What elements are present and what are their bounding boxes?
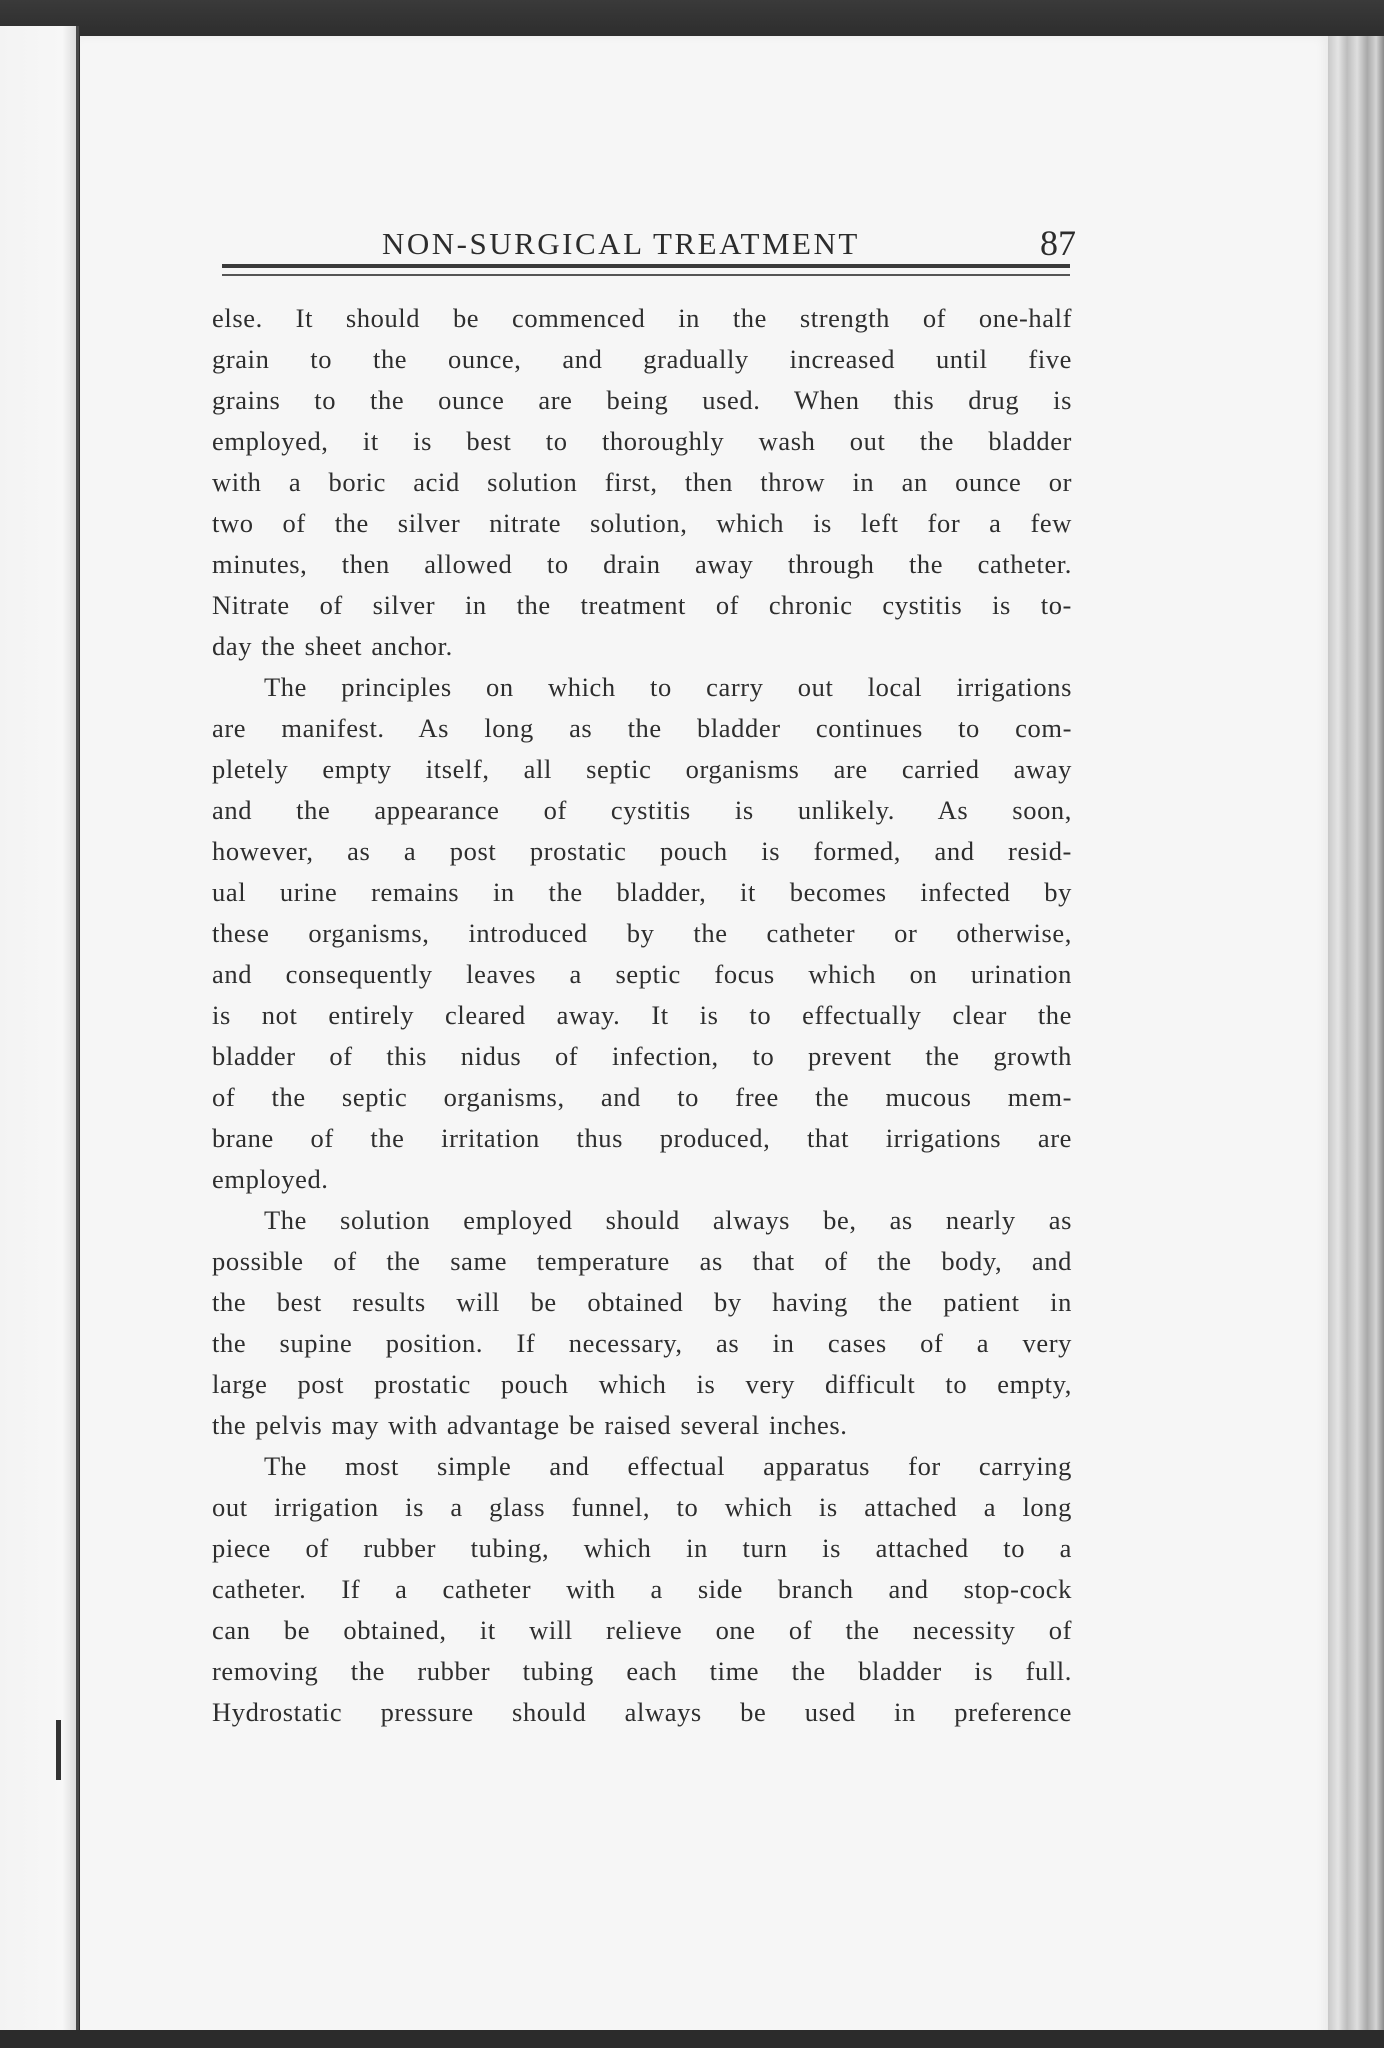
text-line: employed. xyxy=(212,1164,329,1194)
text-line: removing the rubber tubing each time the bladder is full. xyxy=(212,1656,1072,1686)
text-line: is not entirely cleared away. It is to effectually clear the xyxy=(212,1000,1072,1030)
text-line: of the septic organisms, and to free the mucous mem- xyxy=(212,1082,1072,1112)
text-line: The solution employed should always be, as nearly as xyxy=(264,1205,1072,1235)
text-line: and the appearance of cystitis is unlikely. As soon, xyxy=(212,795,1072,825)
text-line: piece of rubber tubing, which in turn is attached to a xyxy=(212,1533,1072,1563)
text-line: minutes, then allowed to drain away through the catheter. xyxy=(212,549,1072,579)
text-line: catheter. If a catheter with a side branch and stop-cock xyxy=(212,1574,1072,1604)
header-rule-thick xyxy=(222,264,1070,268)
scan-bottom-edge xyxy=(0,2030,1384,2048)
text-line: The principles on which to carry out local irrigations xyxy=(264,672,1072,702)
paragraph xyxy=(212,1200,1072,1446)
text-line: The most simple and effectual apparatus for carrying xyxy=(264,1451,1072,1481)
gutter-shadow xyxy=(76,26,79,2048)
text-line: grain to the ounce, and gradually increased until five xyxy=(212,344,1072,374)
page-stack-edge xyxy=(1328,36,1384,2048)
text-line: employed, it is best to thoroughly wash out the bladder xyxy=(212,426,1072,456)
text-line: out irrigation is a glass funnel, to which is attached a long xyxy=(212,1492,1072,1522)
body-text xyxy=(212,298,1072,1733)
text-line: two of the silver nitrate solution, which is left for a few xyxy=(212,508,1072,538)
header-rule-thin xyxy=(222,274,1070,276)
text-line: and consequently leaves a septic focus which on urination xyxy=(212,959,1072,989)
text-line: pletely empty itself, all septic organisms are carried away xyxy=(212,754,1072,784)
text-line: these organisms, introduced by the catheter or otherwise, xyxy=(212,918,1072,948)
text-line: the pelvis may with advantage be raised several inches. xyxy=(212,1410,848,1440)
text-line: brane of the irritation thus produced, that irrigations are xyxy=(212,1123,1072,1153)
text-line: are manifest. As long as the bladder continues to com- xyxy=(212,713,1072,743)
text-line: Nitrate of silver in the treatment of chronic cystitis is to- xyxy=(212,590,1072,620)
text-line: can be obtained, it will relieve one of the necessity of xyxy=(212,1615,1072,1645)
scan-top-edge xyxy=(0,0,1384,40)
text-line: bladder of this nidus of infection, to prevent the growth xyxy=(212,1041,1072,1071)
text-line: the supine position. If necessary, as in cases of a very xyxy=(212,1328,1072,1358)
text-line: else. It should be commenced in the strength of one-half xyxy=(212,303,1072,333)
paragraph xyxy=(212,298,1072,667)
text-line: day the sheet anchor. xyxy=(212,631,453,661)
running-title: NON-SURGICAL TREATMENT xyxy=(382,226,860,261)
text-line: however, as a post prostatic pouch is formed, and resid- xyxy=(212,836,1072,866)
paragraph xyxy=(212,1446,1072,1733)
text-line: the best results will be obtained by having the patient in xyxy=(212,1287,1072,1317)
page-number: 87 xyxy=(1040,223,1076,263)
text-line: Hydrostatic pressure should always be used in preference xyxy=(212,1697,1072,1727)
text-line: ual urine remains in the bladder, it becomes infected by xyxy=(212,877,1072,907)
paragraph xyxy=(212,667,1072,1200)
text-line: grains to the ounce are being used. When this drug is xyxy=(212,385,1072,415)
gutter-mark xyxy=(56,1720,61,1780)
text-line: with a boric acid solution first, then throw in an ounce or xyxy=(212,467,1072,497)
text-line: possible of the same temperature as that of the body, and xyxy=(212,1246,1072,1276)
facing-page-edge xyxy=(0,26,78,2048)
text-line: large post prostatic pouch which is very difficult to empty, xyxy=(212,1369,1072,1399)
